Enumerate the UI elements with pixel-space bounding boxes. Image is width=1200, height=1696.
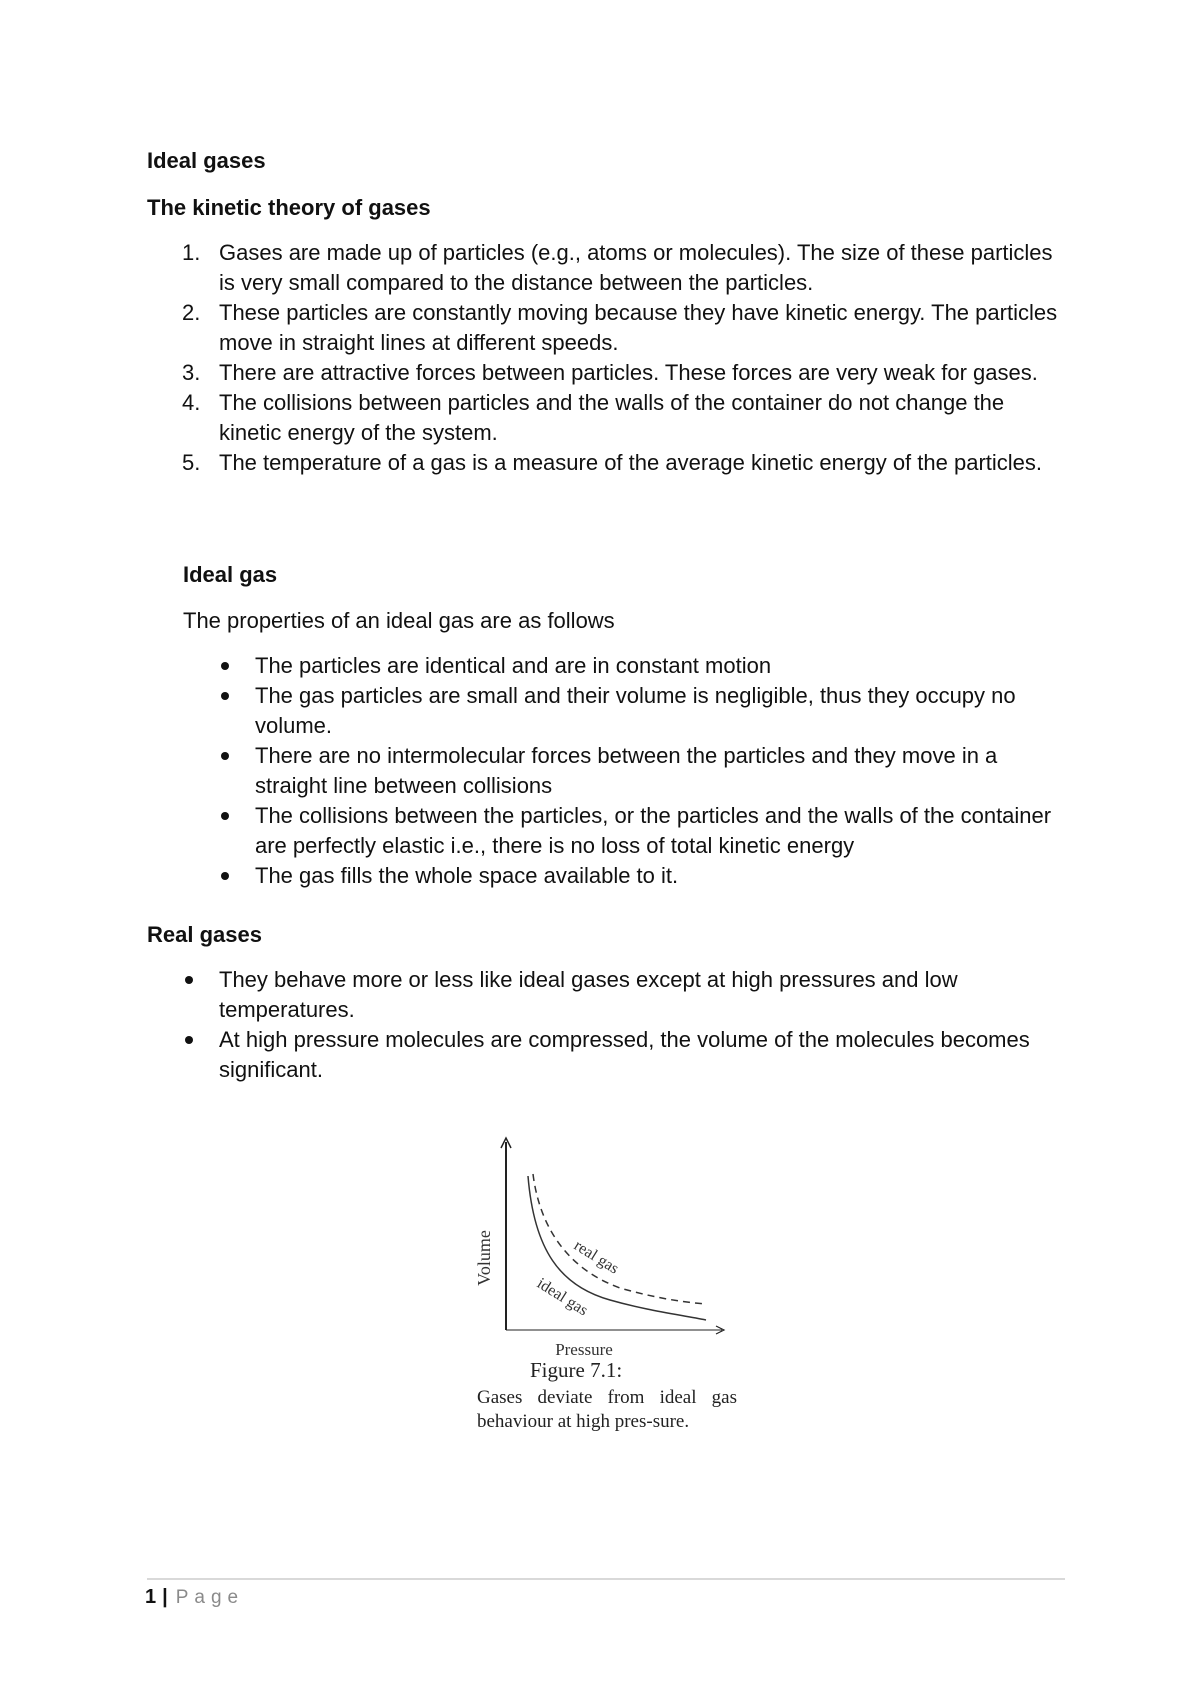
list-text: They behave more or less like ideal gases except at high pressures and low temperatures. <box>219 967 958 1022</box>
list-item <box>147 965 1067 1025</box>
real-gas-label: real gas <box>570 1236 622 1278</box>
bullet-icon <box>221 872 229 880</box>
real-gases-heading: Real gases <box>147 922 262 947</box>
kinetic-theory-list <box>147 238 1067 478</box>
bullet-icon <box>185 976 193 984</box>
list-text: There are no intermolecular forces between the particles and they move in a straight line between collisions <box>255 743 998 798</box>
list-number: 2. <box>182 300 201 325</box>
list-item <box>147 358 1067 388</box>
list-text: At high pressure molecules are compressed, the volume of the molecules becomes significant. <box>219 1027 1030 1082</box>
list-item <box>183 651 1073 681</box>
footer-separator: | <box>162 1586 168 1608</box>
ideal-gas-label: ideal gas <box>533 1274 591 1320</box>
bullet-icon <box>221 752 229 760</box>
page-word: Page <box>175 1587 245 1608</box>
list-number: 5. <box>182 450 201 475</box>
page-number: 1 <box>145 1586 157 1608</box>
kinetic-theory-heading: The kinetic theory of gases <box>147 195 431 220</box>
list-item <box>147 1025 1067 1085</box>
list-item <box>147 448 1067 478</box>
page-title: Ideal gases <box>147 148 266 173</box>
footer-divider <box>147 1578 1065 1580</box>
list-number: 1. <box>182 240 201 265</box>
bullet-icon <box>221 692 229 700</box>
list-text: These particles are constantly moving because they have kinetic energy. The particles move in straight lines at different speeds. <box>219 300 1058 355</box>
ideal-gas-heading: Ideal gas <box>183 562 278 587</box>
y-axis-label: Volume <box>474 1230 494 1286</box>
list-text: Gases are made up of particles (e.g., atoms or molecules). The size of these particles is very small compared to the distance between the particles. <box>219 240 1053 295</box>
figure-title: Figure 7.1: <box>530 1358 623 1382</box>
bullet-icon <box>221 812 229 820</box>
real-gases-list <box>147 965 1067 1085</box>
ideal-gas-intro: The properties of an ideal gas are as follows <box>183 608 615 633</box>
list-number: 4. <box>182 390 201 415</box>
list-item <box>147 388 1067 448</box>
x-axis-label: Pressure <box>555 1340 613 1359</box>
list-item <box>147 298 1067 358</box>
list-text: The gas fills the whole space available to it. <box>255 863 679 888</box>
figure-caption: Gases deviate from ideal gas behaviour at high pres-sure. <box>477 1387 737 1432</box>
list-item <box>183 861 1073 891</box>
bullet-icon <box>185 1036 193 1044</box>
list-text: The gas particles are small and their volume is negligible, thus they occupy no volume. <box>255 683 1016 738</box>
page-footer <box>145 1586 244 1609</box>
list-text: There are attractive forces between particles. These forces are very weak for gases. <box>219 360 1038 385</box>
list-text: The collisions between the particles, or the particles and the walls of the container are perfectly elastic i.e., there is no loss of total kinetic energy <box>255 803 1052 858</box>
bullet-icon <box>221 662 229 670</box>
list-item <box>183 681 1073 741</box>
list-text: The particles are identical and are in constant motion <box>255 653 772 678</box>
list-text: The collisions between particles and the walls of the container do not change the kinetic energy of the system. <box>219 390 1005 445</box>
list-text: The temperature of a gas is a measure of the average kinetic energy of the particles. <box>219 450 1043 475</box>
ideal-gas-properties-list <box>183 651 1073 891</box>
list-item <box>183 741 1073 801</box>
list-item <box>147 238 1067 298</box>
list-number: 3. <box>182 360 201 385</box>
list-item <box>183 801 1073 861</box>
